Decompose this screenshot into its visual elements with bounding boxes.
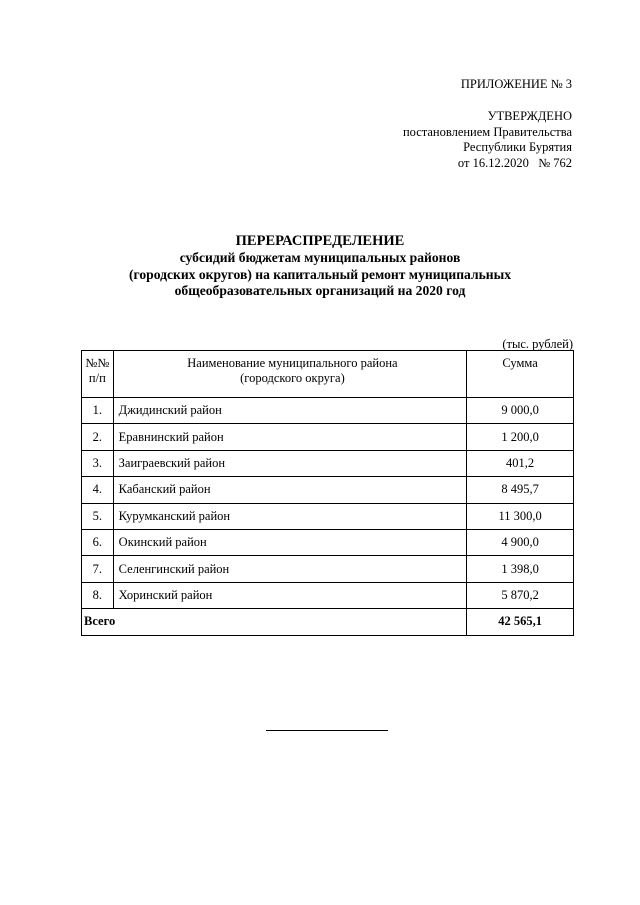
title-main: ПЕРЕРАСПРЕДЕЛЕНИЕ (235, 233, 405, 249)
total-label: Всего (82, 609, 467, 635)
table-row (82, 503, 574, 529)
title-line: общеобразовательных организаций на 2020 год (174, 283, 466, 299)
row-sum: 4 900,0 (467, 529, 574, 555)
table-row (82, 398, 574, 424)
row-num: 1. (82, 398, 114, 424)
row-name: Кабанский район (113, 477, 467, 503)
row-num: 3. (82, 450, 114, 476)
row-name: Курумканский район (113, 503, 467, 529)
closing-rule (266, 730, 388, 731)
row-sum: 8 495,7 (467, 477, 574, 503)
row-name: Еравнинский район (113, 424, 467, 450)
subsidy-table (81, 350, 574, 636)
table-row (82, 477, 574, 503)
header-num (82, 351, 114, 398)
row-name: Селенгинский район (113, 556, 467, 582)
row-num: 7. (82, 556, 114, 582)
table-row (82, 556, 574, 582)
table-row (82, 424, 574, 450)
appendix-number: ПРИЛОЖЕНИЕ № 3 (460, 77, 572, 91)
row-name: Джидинский район (113, 398, 467, 424)
approval-line: Республики Бурятия (463, 140, 572, 155)
table-row (82, 582, 574, 608)
unit-note: (тыс. рублей) (502, 337, 573, 351)
header-name-line: (городского округа) (240, 370, 345, 385)
table-row (82, 450, 574, 476)
document-title (60, 233, 580, 300)
row-num: 5. (82, 503, 114, 529)
approval-line: постановлением Правительства (402, 124, 572, 139)
table-row (82, 529, 574, 555)
title-line: субсидий бюджетам муниципальных районов (179, 250, 461, 266)
total-row (82, 609, 574, 635)
row-name: Заиграевский район (113, 450, 467, 476)
row-num: 6. (82, 529, 114, 555)
header-name (113, 351, 467, 398)
row-sum: 5 870,2 (467, 582, 574, 608)
row-sum: 11 300,0 (467, 503, 574, 529)
table-header-row (82, 351, 574, 398)
row-num: 4. (82, 477, 114, 503)
row-sum: 1 200,0 (467, 424, 574, 450)
row-num: 8. (82, 582, 114, 608)
approval-line: УТВЕРЖДЕНО (487, 109, 572, 123)
header-num-line: п/п (88, 370, 106, 385)
row-num: 2. (82, 424, 114, 450)
header-num-line: №№ (85, 356, 110, 370)
row-sum: 401,2 (467, 450, 574, 476)
approval-line: от 16.12.2020 № 762 (457, 155, 572, 170)
row-sum: 1 398,0 (467, 556, 574, 582)
row-name: Хоринский район (113, 582, 467, 608)
total-sum: 42 565,1 (467, 609, 574, 635)
header-sum: Сумма (467, 351, 574, 398)
approval-block (403, 109, 572, 171)
title-line: (городских округов) на капитальный ремонт муниципальных (128, 266, 512, 282)
row-name: Окинский район (113, 529, 467, 555)
header-name-line: Наименование муниципального района (187, 356, 398, 370)
row-sum: 9 000,0 (467, 398, 574, 424)
